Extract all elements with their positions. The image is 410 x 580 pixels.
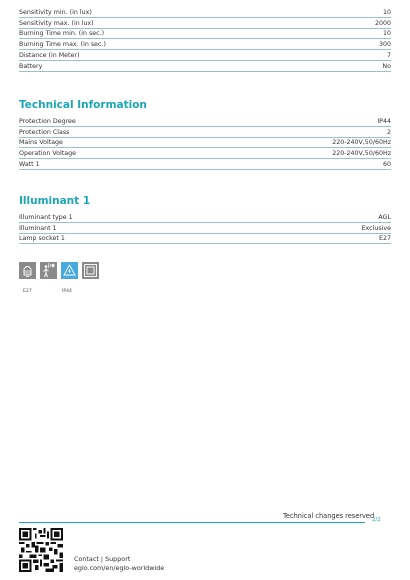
table-row: Lamp socket 1 E27 xyxy=(19,235,391,243)
lighting-control-table xyxy=(19,7,391,72)
table-row: Operation Voltage 220-240V,50/60Hz xyxy=(19,150,391,158)
contact-block xyxy=(74,555,164,572)
table-row: Sensitivity max. (in lux) 2000 xyxy=(19,19,391,27)
contact-link[interactable]: eglo.com/en/eglo-worldwide xyxy=(74,563,165,572)
feature-icons xyxy=(19,262,99,279)
table-row: Watt 1 60 xyxy=(19,160,391,168)
table-row: Distance (in Meter) 7 xyxy=(19,51,391,59)
table-row: Protection Class 2 xyxy=(19,128,391,136)
page-number: 2/2 xyxy=(372,517,381,523)
illuminant-table xyxy=(19,212,391,244)
protection-class-icon xyxy=(82,262,99,279)
footer-divider xyxy=(19,522,365,523)
table-row: Burning Time max. (in sec.) 300 xyxy=(19,41,391,49)
table-row: Protection Degree IP44 xyxy=(19,117,391,125)
table-row: Illuminant 1 Exclusive xyxy=(19,224,391,232)
lamp-socket-e27-icon xyxy=(19,262,36,279)
motion-sensor-icon xyxy=(40,262,57,279)
icon-caption-ip44: IP44 xyxy=(62,289,72,294)
ip44-water-drop-icon xyxy=(61,262,78,279)
illuminant-heading: Illuminant 1 xyxy=(19,195,91,207)
table-row: Battery No xyxy=(19,62,391,70)
technical-information-heading: Technical Information xyxy=(19,99,147,111)
technical-changes-note: Technical changes reserved xyxy=(283,512,375,520)
technical-information-table xyxy=(19,116,391,170)
table-row: Burning Time min. (in sec.) 10 xyxy=(19,30,391,38)
table-row: Mains Voltage 220-240V,50/60Hz xyxy=(19,139,391,147)
table-row: Sensitivity min. (in lux) 10 xyxy=(19,8,391,16)
contact-label: Contact | Support xyxy=(74,555,131,563)
qr-code-icon xyxy=(19,528,63,572)
icon-caption-e27: E27 xyxy=(23,289,32,294)
table-row: Illuminant type 1 AGL xyxy=(19,213,391,221)
